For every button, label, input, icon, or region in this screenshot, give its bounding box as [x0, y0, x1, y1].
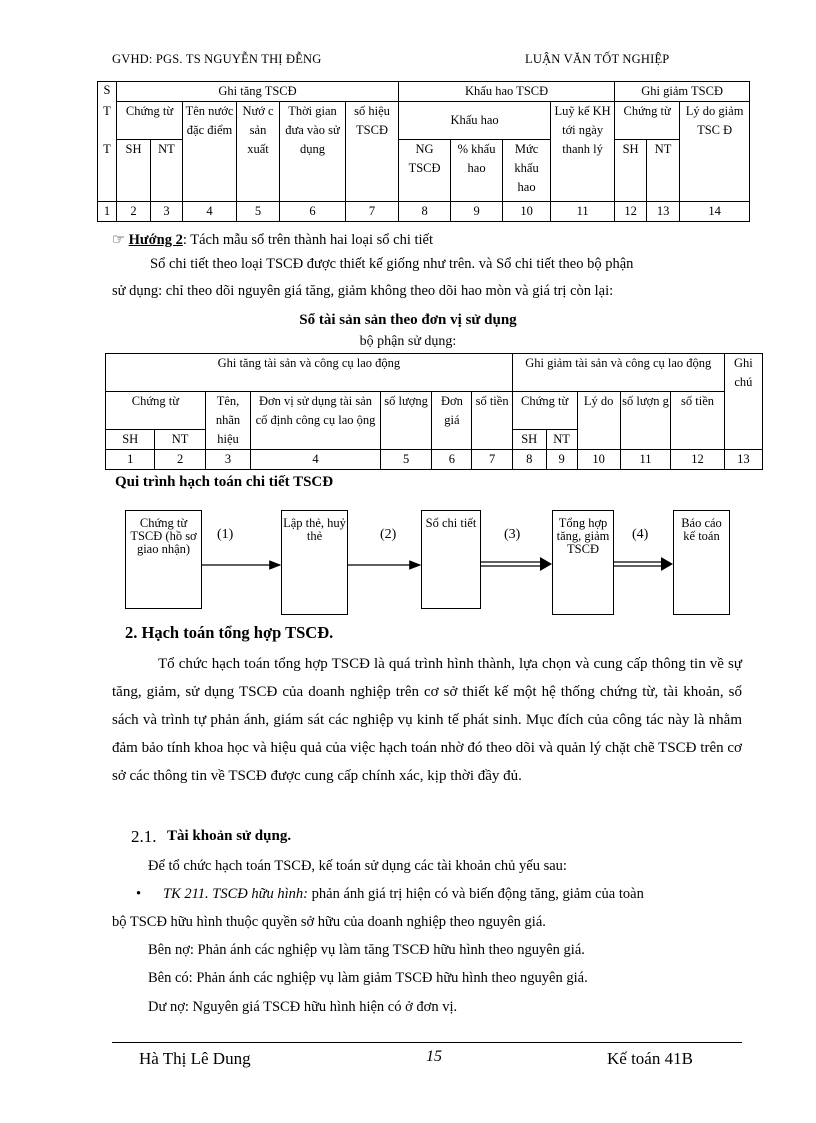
- nt-header: NT: [155, 430, 205, 450]
- nuoc-sx-header: Nướ c sản xuất: [237, 102, 280, 202]
- t1-col-number-4: 4: [183, 202, 237, 222]
- ghi-chu-header: Ghi chú: [724, 354, 762, 450]
- ben-no-line: Bên nợ: Phản ánh các nghiệp vụ làm tăng TSCĐ hữu hình theo nguyên giá.: [148, 942, 585, 958]
- t2-col-number-1: 1: [106, 450, 155, 470]
- t1-col-number-1: 1: [98, 202, 117, 222]
- flow-box-lap-the: Lập thẻ, huỷ thẻ: [281, 510, 348, 615]
- flow-step-1: (1): [217, 527, 234, 542]
- so-tien-2-header: số tiền: [671, 392, 725, 450]
- khau-hao-group-header: Khấu hao TSCĐ: [399, 82, 615, 102]
- sh-header: SH: [106, 430, 155, 450]
- t1-col-number-7: 7: [346, 202, 399, 222]
- header-advisor: GVHD: PGS. TS NGUYỄN THỊ ĐỄNG: [112, 52, 322, 66]
- t2-col-number-5: 5: [380, 450, 431, 470]
- footer-class: Kế toán 41B: [607, 1049, 693, 1068]
- chung-tu-2-header: Chứng từ: [615, 102, 680, 140]
- ten-nhan-hieu-header: Tên, nhãn hiệu: [205, 392, 250, 450]
- chung-tu-header: Chứng từ: [117, 102, 183, 140]
- sh-header: SH: [117, 140, 151, 202]
- flow-step-3: (3): [504, 527, 521, 542]
- don-vi-header: Đơn vị sử dụng tài sản cố định công cụ lao ộng: [251, 392, 381, 450]
- t2-col-number-3: 3: [205, 450, 250, 470]
- muc-khau-hao-header: Mức khấu hao: [503, 140, 551, 202]
- thoi-gian-header: Thời gian đưa vào sử dụng: [280, 102, 346, 202]
- footer-author: Hà Thị Lê Dung: [139, 1049, 251, 1068]
- nt-header: NT: [151, 140, 183, 202]
- flow-box-chung-tu: Chứng từ TSCĐ (hồ sơ giao nhận): [125, 510, 202, 609]
- ten-nuoc-header: Tên nước đặc điểm: [183, 102, 237, 202]
- chung-tu-2-header: Chứng từ: [512, 392, 577, 430]
- huong2-title: Hướng 2: [128, 232, 183, 248]
- flow-step-2: (2): [380, 527, 397, 542]
- pointing-hand-icon: ☞: [112, 232, 125, 248]
- ben-co-line: Bên có: Phản ánh các nghiệp vụ làm giảm TSCĐ hữu hình theo nguyên giá.: [148, 970, 588, 986]
- chung-tu-header: Chứng từ: [106, 392, 206, 430]
- footer-page-number: 15: [426, 1048, 442, 1065]
- t2-col-number-13: 13: [724, 450, 762, 470]
- t2-col-number-2: 2: [155, 450, 205, 470]
- t1-col-number-6: 6: [280, 202, 346, 222]
- don-gia-header: Đơn giá: [432, 392, 472, 450]
- huong2-desc: : Tách mẫu sổ trên thành hai loại sổ chi tiết: [182, 232, 434, 248]
- header-thesis: LUẬN VĂN TỐT NGHIỆP: [525, 52, 670, 66]
- section2-paragraph: Tổ chức hạch toán tổng hợp TSCĐ là quá trình hình thành, lựa chọn và cung cấp thông tin về sự tăng, giảm, sử dụng TSCĐ của doanh nghiệp trên cơ sở thiết kế một hệ thống chứng từ, tài khoản, sổ sách và trình tự phản ánh, giám sát các nghiệp vụ kinh tế phát sinh. Mục đích của công tác này là nhằm đảm bảo tính khoa học và hiệu quả của việc hạch toán nhờ đó theo dõi và quản lý chặt chẽ TSCĐ trên cơ sở các thông tin về TSCĐ được cung cấp chính xác, kịp thời đầy đủ.: [112, 656, 742, 784]
- tk211-label: TK 211. TSCĐ hữu hình:: [163, 886, 309, 902]
- ghi-giam-header: Ghi giảm TSCĐ: [615, 82, 750, 102]
- huong2-line2: sử dụng: chỉ theo dõi nguyên giá tăng, giảm không theo dõi hao mòn và giá trị còn lại:: [112, 283, 614, 299]
- ly-do-header: Lý do giảm TSC Đ: [680, 102, 750, 202]
- tk211-desc: phản ánh giá trị hiện có và biến động tăng, giảm của toàn: [308, 886, 644, 902]
- table2-subtitle: bộ phận sử dụng:: [359, 334, 457, 349]
- du-no-line: Dư nợ: Nguyên giá TSCĐ hữu hình hiện có ở đơn vị.: [148, 999, 458, 1015]
- stt-letter: T: [98, 140, 117, 202]
- t2-col-number-12: 12: [671, 450, 725, 470]
- section2-heading: 2. Hạch toán tổng hợp TSCĐ.: [125, 623, 334, 642]
- section21-number: 2.1.: [131, 827, 157, 846]
- footer-rule: [112, 1042, 742, 1043]
- so-luong-2-header: số lượn g: [620, 392, 670, 450]
- ng-tscd-header: NG TSCĐ: [399, 140, 451, 202]
- nt-2-header: NT: [546, 430, 577, 450]
- t1-col-number-5: 5: [237, 202, 280, 222]
- ly-do-header: Lý do: [577, 392, 620, 450]
- table2-title: Sổ tài sản sản theo đơn vị sử dụng: [299, 312, 517, 328]
- so-tien-header: số tiền: [472, 392, 512, 450]
- t2-col-number-6: 6: [432, 450, 472, 470]
- t1-col-number-11: 11: [551, 202, 615, 222]
- t1-col-number-2: 2: [117, 202, 151, 222]
- so-luong-header: số lượng: [380, 392, 431, 450]
- t2-col-number-10: 10: [577, 450, 620, 470]
- ghi-tang-header: Ghi tăng TSCĐ: [117, 82, 399, 102]
- flow-box-bao-cao: Báo cáo kế toán: [673, 510, 730, 615]
- so-hieu-header: số hiệu TSCĐ: [346, 102, 399, 202]
- t1-col-number-13: 13: [647, 202, 680, 222]
- tk211-line: [163, 886, 644, 903]
- t1-col-number-3: 3: [151, 202, 183, 222]
- khau-hao-header: Khấu hao: [399, 102, 551, 140]
- t2-col-number-11: 11: [620, 450, 670, 470]
- pct-khau-hao-header: % khấu hao: [451, 140, 503, 202]
- t2-col-number-9: 9: [546, 450, 577, 470]
- t1-col-number-8: 8: [399, 202, 451, 222]
- sh-2-header: SH: [615, 140, 647, 202]
- flow-box-so-chi-tiet: Sổ chi tiết: [421, 510, 481, 609]
- flow-step-4: (4): [632, 527, 649, 542]
- t1-col-number-10: 10: [503, 202, 551, 222]
- stt-letter: S: [98, 82, 117, 102]
- section21-heading: Tài khoản sử dụng.: [167, 828, 292, 844]
- tk211-line2: bộ TSCĐ hữu hình thuộc quyền sở hữu của doanh nghiệp theo nguyên giá.: [112, 914, 546, 930]
- t1-col-number-14: 14: [680, 202, 750, 222]
- ghi-giam-tai-san-header: Ghi giảm tài sản và công cụ lao động: [512, 354, 724, 392]
- t2-col-number-8: 8: [512, 450, 546, 470]
- flow-title: Qui trình hạch toán chi tiết TSCĐ: [115, 474, 334, 490]
- t1-col-number-9: 9: [451, 202, 503, 222]
- t1-col-number-12: 12: [615, 202, 647, 222]
- section21-intro: Để tổ chức hạch toán TSCĐ, kế toán sử dụng các tài khoản chủ yếu sau:: [148, 858, 567, 874]
- t2-col-number-7: 7: [472, 450, 512, 470]
- sh-2-header: SH: [512, 430, 546, 450]
- stt-letter: T: [98, 102, 117, 140]
- nt-2-header: NT: [647, 140, 680, 202]
- flow-box-tong-hop: Tổng hợp tăng, giảm TSCĐ: [552, 510, 614, 615]
- luy-ke-header: Luỹ kế KH tới ngày thanh lý: [551, 102, 615, 202]
- bullet-icon: •: [136, 886, 142, 902]
- huong2-line1: Sổ chi tiết theo loại TSCĐ được thiết kế giống như trên. và Sổ chi tiết theo bộ phận: [150, 256, 634, 272]
- ghi-tang-tai-san-header: Ghi tăng tài sản và công cụ lao động: [106, 354, 513, 392]
- t2-col-number-4: 4: [251, 450, 381, 470]
